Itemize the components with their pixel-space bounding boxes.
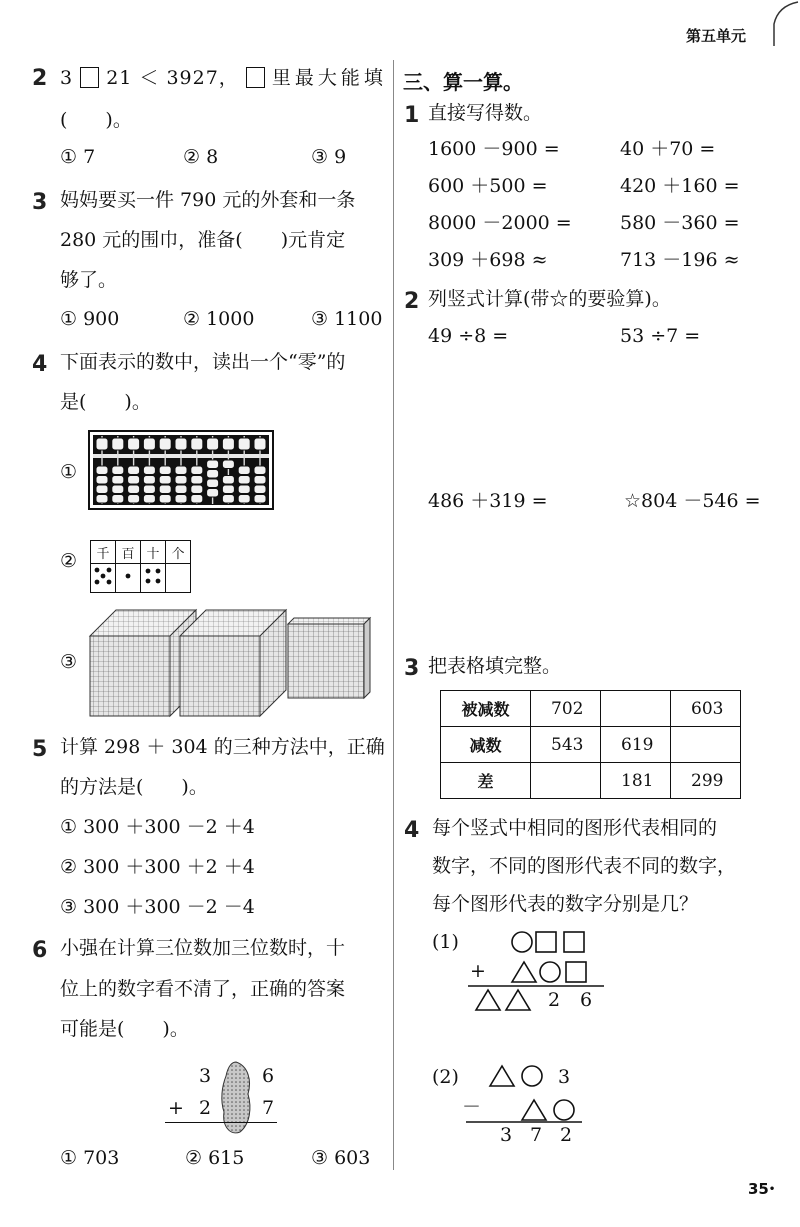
question-text: 把表格填完整。 [428,655,562,677]
place-dots-cell [116,564,141,593]
place-header: 个 [166,541,191,564]
dots-icon [141,564,165,588]
table-cell[interactable] [601,691,671,727]
row-header: 被减数 [441,691,531,727]
abacus-bead [238,466,250,475]
triangle-icon [512,962,536,982]
addend-digit: 3 [199,1065,212,1087]
row-header: 差 [441,763,531,799]
dots-icon [91,564,115,588]
shape-puzzle-1 [466,928,616,1018]
option[interactable]: ① 300 ＋300 －2 ＋4 [60,816,255,838]
abacus-bead [238,495,250,504]
abacus-bead [222,495,234,504]
option[interactable]: ③ 1100 [311,308,383,330]
abacus-bead [191,495,203,504]
dots-icon [166,564,190,588]
option[interactable]: ③ 300 ＋300 －2 －4 [60,896,255,918]
dot [101,574,106,579]
abacus-bead [207,479,219,488]
sum-line [165,1122,277,1123]
option[interactable]: ③ [60,651,78,673]
place-value-chart [90,540,191,593]
place-header: 百 [116,541,141,564]
abacus-bead [207,489,219,498]
dot [146,579,151,584]
triangle-icon [506,990,530,1010]
calc-item[interactable]: 53 ÷7 = [620,325,701,347]
result-digit: 7 [530,1124,543,1146]
place-dots-cell [166,564,191,593]
question-number: 6 [32,938,48,963]
dot [146,569,151,574]
question-text-part: 3 [60,67,74,89]
abacus-bead [128,485,140,494]
plus-sign: + [168,1097,184,1119]
place-dots-cell [141,564,166,593]
dot [156,579,161,584]
blank-box[interactable] [80,67,99,88]
abacus-bead [128,476,140,485]
question-number: 3 [404,656,420,681]
abacus-bead [191,485,203,494]
table-cell[interactable]: 702 [531,691,601,727]
minus-sign: － [462,1096,482,1118]
addend-digit: 7 [262,1097,275,1119]
question-text: 小强在计算三位数加三位数时，十 [60,937,346,959]
calc-item[interactable]: 420 ＋160 = [620,175,740,197]
question-number: 2 [404,289,420,314]
abacus-bead [191,476,203,485]
abacus-bead [222,460,234,469]
option[interactable]: ② 300 ＋300 ＋2 ＋4 [60,856,255,878]
abacus-bead [175,476,187,485]
minuend-digit: 3 [558,1066,571,1088]
abacus-bead [222,476,234,485]
question-text [60,67,387,88]
abacus-bead [143,476,155,485]
question-number: 3 [32,190,48,215]
dot [95,568,100,573]
abacus-bead [254,466,266,475]
abacus-bead [112,495,124,504]
option[interactable]: ③ 9 [311,146,347,168]
abacus-bead [191,438,203,450]
column-divider [393,60,394,1170]
square-icon [566,962,586,982]
question-number: 5 [32,737,48,762]
dots-icon [116,564,140,588]
abacus-bead [254,476,266,485]
question-text: 280 元的围巾，准备( )元肯定 [60,229,346,251]
question-text-part: 21 ＜ 3927， [106,67,239,89]
abacus-bead [96,438,108,450]
calc-item[interactable]: 1600 －900 = [428,138,560,160]
abacus-bead [238,438,250,450]
dot [95,580,100,585]
dot [107,580,112,585]
question-text: 列竖式计算(带☆的要验算)。 [428,288,671,310]
question-text: 下面表示的数中，读出一个“零”的 [60,351,346,373]
abacus-bead [175,438,187,450]
question-text-part: 里最大能填 [271,67,387,89]
question-text: 每个图形代表的数字分别是几？ [432,893,699,915]
abacus-bead [128,466,140,475]
table-cell[interactable]: 299 [671,763,741,799]
abacus-image [88,430,274,510]
question-text: 每个竖式中相同的图形代表相同的 [432,817,718,839]
triangle-icon [476,990,500,1010]
question-number: 4 [404,818,420,843]
abacus-bead [159,495,171,504]
abacus-bead [159,438,171,450]
base-ten-blocks-image [88,606,378,718]
option[interactable]: ③ 603 [311,1147,371,1169]
calc-item[interactable]: ☆804 －546 = [624,490,761,512]
abacus-bead [159,466,171,475]
calc-item[interactable]: 486 ＋319 = [428,490,548,512]
table-cell[interactable]: 543 [531,727,601,763]
subtraction-table [440,690,741,799]
option[interactable]: ① 7 [60,146,96,168]
abacus-bead [112,485,124,494]
abacus-bead [175,495,187,504]
place-dots-cell [91,564,116,593]
table-cell[interactable] [531,763,601,799]
dot [156,569,161,574]
option[interactable]: ① 900 [60,308,120,330]
puzzle-label: (2) [432,1066,459,1088]
question-text: ( )。 [60,109,132,131]
table-cell[interactable]: 603 [671,691,741,727]
calc-item[interactable]: 49 ÷8 = [428,325,509,347]
question-text: 的方法是( )。 [60,776,208,798]
option[interactable]: ② 615 [185,1147,245,1169]
question-text: 够了。 [60,269,118,291]
circle-icon [522,1066,542,1086]
question-text: 直接写得数。 [428,102,543,124]
abacus-bead [112,466,124,475]
abacus-bead [143,495,155,504]
abacus-bead [207,460,219,469]
question-number: 1 [404,103,420,128]
option[interactable]: ① [60,461,78,483]
question-text: 数字，不同的图形代表不同的数字， [432,855,737,877]
abacus-bead [128,438,140,450]
abacus-bead [143,466,155,475]
dot [107,568,112,573]
abacus-bead [159,476,171,485]
abacus-bead [128,495,140,504]
abacus-bead [143,438,155,450]
circle-icon [540,962,560,982]
abacus-bead [96,495,108,504]
abacus-bead [112,476,124,485]
abacus-bead [222,438,234,450]
result-digit: 6 [580,989,593,1011]
option[interactable]: ② 1000 [183,308,255,330]
result-digit: 2 [560,1124,573,1146]
abacus-bead [254,438,266,450]
abacus-bead [254,485,266,494]
question-text: 是( )。 [60,391,151,413]
square-icon [564,932,584,952]
calc-item[interactable]: 600 ＋500 = [428,175,548,197]
option[interactable]: ② [60,550,78,572]
puzzle-label: (1) [432,931,459,953]
question-text: 可能是( )。 [60,1018,189,1040]
result-digit: 3 [500,1124,513,1146]
abacus-bead [175,485,187,494]
abacus-bead [96,476,108,485]
blank-box[interactable] [246,67,265,88]
plus-sign: + [470,960,486,982]
question-text: 位上的数字看不清了，正确的答案 [60,978,346,1000]
question-text: 妈妈要买一件 790 元的外套和一条 [60,189,356,211]
ink-blot-image [218,1060,254,1136]
question-number: 2 [32,66,48,91]
calc-item[interactable]: 309 ＋698 ≈ [428,249,548,271]
question-text: 计算 298 ＋ 304 的三种方法中，正确 [60,736,385,758]
page-corner-curve [760,0,800,50]
circle-icon [512,932,532,952]
abacus-bead [222,485,234,494]
dot [126,574,131,579]
calc-item[interactable]: 713 －196 ≈ [620,249,740,271]
abacus-bead [207,470,219,479]
square-icon [536,932,556,952]
abacus-bead [96,485,108,494]
page-number: 35• [748,1180,776,1198]
row-header: 减数 [441,727,531,763]
calc-item[interactable]: 580 －360 = [620,212,740,234]
triangle-icon [522,1100,546,1120]
unit-label: 第五单元 [686,27,747,45]
abacus-bead [112,438,124,450]
addend-digit: 2 [199,1097,212,1119]
abacus-bead [238,476,250,485]
result-digit: 2 [548,989,561,1011]
circle-icon [554,1100,574,1120]
abacus-bead [143,485,155,494]
triangle-icon [490,1066,514,1086]
abacus-bead [207,438,219,450]
abacus-bead [96,466,108,475]
place-header: 十 [141,541,166,564]
abacus-bead [191,466,203,475]
place-header: 千 [91,541,116,564]
page-number-text: 35 [748,1180,769,1198]
abacus-bead [238,485,250,494]
addend-digit: 6 [262,1065,275,1087]
option[interactable]: ① 703 [60,1147,120,1169]
question-number: 4 [32,352,48,377]
abacus-bead [159,485,171,494]
table-cell[interactable]: 619 [601,727,671,763]
calc-item[interactable]: 8000 －2000 = [428,212,572,234]
section-title: 三、算一算。 [403,70,523,94]
calc-item[interactable]: 40 ＋70 = [620,138,716,160]
option[interactable]: ② 8 [183,146,219,168]
abacus-bead [254,495,266,504]
abacus-bead [175,466,187,475]
table-cell[interactable] [671,727,741,763]
table-cell[interactable]: 181 [601,763,671,799]
